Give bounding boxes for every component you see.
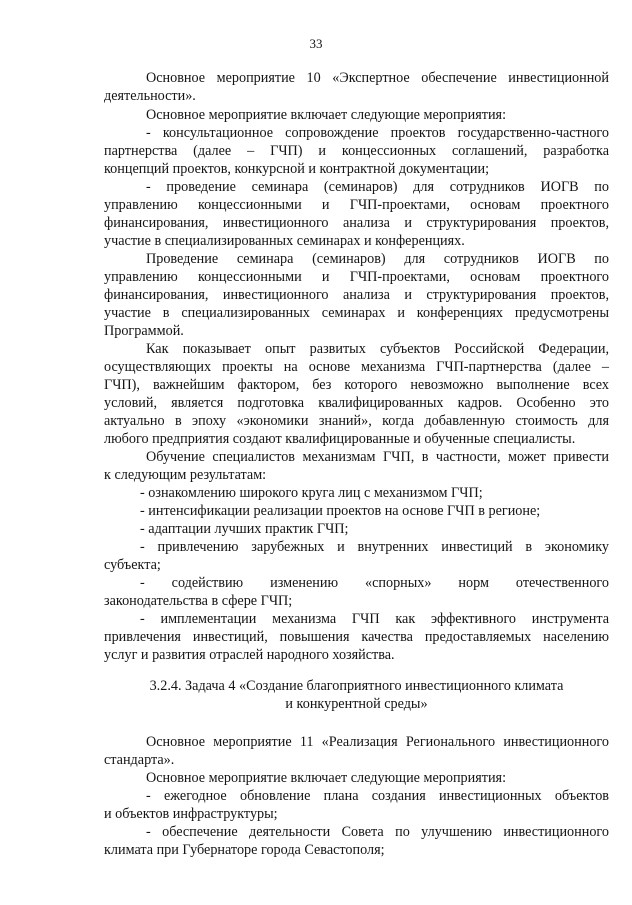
text-line: Основное мероприятие включает следующие мероприятия: xyxy=(146,107,507,123)
text-line: привлечения инвестиций, повышения качества предоставляемых населению xyxy=(104,629,609,645)
text-line: участие в специализированных семинарах и конференциях предусмотрены xyxy=(104,305,609,321)
text-line: Обучение специалистов механизмам ГЧП, в частности, может привести xyxy=(146,449,609,465)
text-line: Проведение семинара (семинаров) для сотрудников ИОГВ по xyxy=(146,251,609,267)
text-line: осуществляющих проекты на основе механизма ГЧП-партнерства (далее – xyxy=(104,359,609,375)
text-line: участие в специализированных семинарах и конференциях. xyxy=(104,233,465,249)
text-line: субъекта; xyxy=(104,557,161,573)
page-number: 33 xyxy=(309,36,323,51)
text-line: к следующим результатам: xyxy=(104,467,267,483)
text-line: климата при Губернаторе города Севастополя; xyxy=(104,842,385,858)
text-line: услуг и развития отраслей народного хозяйства. xyxy=(104,647,395,663)
text-line: любого предприятия создают квалифицированные и обученные специалисты. xyxy=(104,431,576,447)
list-item: - адаптации лучших практик ГЧП; xyxy=(140,521,349,537)
text-line: законодательства в сфере ГЧП; xyxy=(104,593,293,609)
text-line: стандарта». xyxy=(104,752,175,768)
list-item: - ознакомлению широкого круга лиц с механизмом ГЧП; xyxy=(140,485,483,501)
list-item: - имплементации механизма ГЧП как эффективного инструмента xyxy=(140,611,609,627)
list-item: - ежегодное обновление плана создания инвестиционных объектов xyxy=(146,788,609,804)
text-line: Основное мероприятие 10 «Экспертное обеспечение инвестиционной xyxy=(146,70,609,86)
list-item: - обеспечение деятельности Совета по улучшению инвестиционного xyxy=(146,824,609,840)
section-heading: и конкурентной среды» xyxy=(285,696,428,712)
text-line: Основное мероприятие включает следующие мероприятия: xyxy=(146,770,507,786)
text-line: финансирования, инвестиционного анализа и структурирования проектов, xyxy=(104,287,609,303)
text-line: Как показывает опыт развитых субъектов Российской Федерации, xyxy=(146,341,609,357)
section-heading: 3.2.4. Задача 4 «Создание благоприятного инвестиционного климата xyxy=(149,678,564,694)
text-line: условий, является подготовка квалифицированных кадров. Особенно это xyxy=(104,395,609,411)
text-line: - консультационное сопровождение проектов государственно-частного xyxy=(146,125,609,141)
text-line: ГЧП), важнейшим фактором, без которого невозможно выполнение всех xyxy=(104,377,609,393)
list-item: - привлечению зарубежных и внутренних инвестиций в экономику xyxy=(140,539,609,555)
list-item: - интенсификации реализации проектов на основе ГЧП в регионе; xyxy=(140,503,541,519)
text-line: деятельности». xyxy=(104,88,196,104)
text-line: управлению концессионными и ГЧП-проектами, основам проектного xyxy=(104,197,609,213)
text-line: и объектов инфраструктуры; xyxy=(104,806,278,822)
text-line: финансирования, инвестиционного анализа и структурирования проектов, xyxy=(104,215,609,231)
text-line: управлению концессионными и ГЧП-проектами, основам проектного xyxy=(104,269,609,285)
text-line: - проведение семинара (семинаров) для сотрудников ИОГВ по xyxy=(146,179,609,195)
text-line: актуально в эпоху «экономики знаний», когда добавленную стоимость для xyxy=(104,413,609,429)
list-item: - содействию изменению «спорных» норм отечественного xyxy=(140,575,609,591)
text-line: Программой. xyxy=(104,323,184,339)
text-line: Основное мероприятие 11 «Реализация Регионального инвестиционного xyxy=(146,734,609,750)
text-line: концепций проектов, конкурсной и контрактной документации; xyxy=(104,161,490,177)
text-line: партнерства (далее – ГЧП) и концессионных соглашений, разработка xyxy=(104,143,609,159)
